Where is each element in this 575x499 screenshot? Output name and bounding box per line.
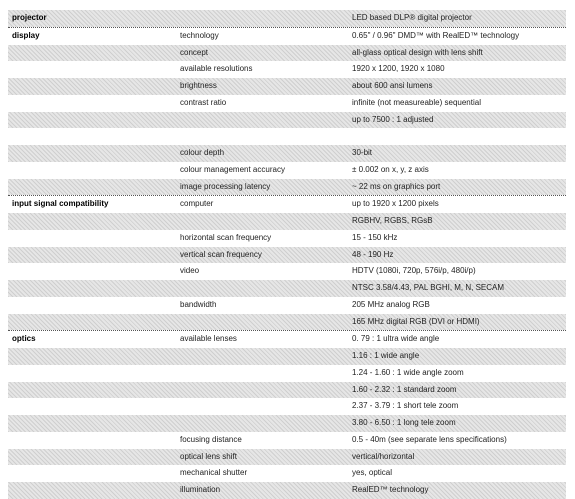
property-label: technology (180, 30, 219, 40)
spec-row (8, 145, 566, 162)
property-value: 0.65" / 0.96" DMD™ with RealED™ technology (352, 30, 520, 40)
spec-row (8, 230, 566, 247)
property-value: 205 MHz analog RGB (352, 299, 430, 309)
spec-row (8, 330, 566, 348)
property-value: 165 MHz digital RGB (DVI or HDMI) (352, 316, 480, 326)
spec-row (8, 398, 566, 415)
spec-row (8, 112, 566, 129)
property-value: HDTV (1080i, 720p, 576i/p, 480i/p) (352, 266, 476, 276)
property-value: 3.80 - 6.50 : 1 long tele zoom (352, 418, 456, 427)
property-value: about 600 ansi lumens (352, 81, 433, 90)
spec-row (8, 432, 566, 449)
property-value: 0. 79 : 1 ultra wide angle (352, 334, 440, 344)
spec-row (8, 348, 566, 365)
spec-table (8, 10, 566, 499)
property-value: 1.60 - 2.32 : 1 standard zoom (352, 384, 457, 394)
spec-row (8, 314, 566, 331)
spec-row (8, 365, 566, 382)
property-label: video (180, 266, 200, 276)
property-value: yes, optical (352, 468, 393, 478)
property-value: 1.24 - 1.60 : 1 wide angle zoom (352, 367, 464, 377)
spec-row (8, 61, 566, 78)
property-value: 1920 x 1200, 1920 x 1080 (352, 64, 445, 74)
property-value: all-glass optical design with lens shift (352, 47, 483, 57)
property-value: vertical/horizontal (352, 451, 415, 461)
property-label: bandwidth (180, 299, 217, 309)
spec-row (8, 280, 566, 297)
property-value: RealED™ technology (352, 485, 429, 494)
spec-row (8, 465, 566, 482)
property-label: available resolutions (180, 64, 253, 74)
spec-row (8, 297, 566, 314)
property-value: 48 - 190 Hz (352, 249, 394, 259)
spec-row (8, 95, 566, 112)
property-value: 30-bit (352, 148, 373, 157)
property-value: 0.5 - 40m (see separate lens specifications) (352, 434, 507, 444)
spec-row (8, 45, 566, 62)
property-value: ~ 22 ms on graphics port (352, 181, 441, 191)
property-label: optical lens shift (180, 451, 237, 461)
spec-row (8, 213, 566, 230)
spec-row (8, 179, 566, 196)
spec-row (8, 415, 566, 432)
spec-row (8, 195, 566, 213)
spec-row (8, 78, 566, 95)
property-label: horizontal scan frequency (180, 232, 272, 242)
property-value: up to 1920 x 1200 pixels (352, 199, 439, 209)
property-label: mechanical shutter (180, 468, 248, 478)
section-heading: display (12, 30, 40, 40)
property-label: focusing distance (180, 434, 242, 444)
property-label: colour management accuracy (180, 164, 285, 174)
spec-row (8, 382, 566, 399)
property-label: computer (180, 199, 214, 209)
spec-row (8, 162, 566, 179)
property-value: LED based DLP® digital projector (352, 13, 472, 22)
property-value: RGBHV, RGBS, RGsB (352, 216, 433, 225)
property-label: contrast ratio (180, 97, 227, 107)
spec-row (8, 449, 566, 466)
section-heading: projector (12, 13, 47, 22)
property-value: infinite (not measureable) sequential (352, 97, 481, 107)
spec-row (8, 128, 566, 145)
property-label: concept (180, 47, 209, 57)
property-label: available lenses (180, 334, 237, 344)
spec-row (8, 27, 566, 45)
property-value: ± 0.002 on x, y, z axis (352, 164, 429, 174)
property-label: vertical scan frequency (180, 249, 262, 259)
property-value: 1.16 : 1 wide angle (352, 351, 420, 360)
spec-row (8, 10, 566, 27)
property-label: image processing latency (180, 181, 271, 191)
property-label: illumination (180, 485, 221, 494)
property-value: NTSC 3.58/4.43, PAL BGHI, M, N, SECAM (352, 283, 505, 292)
spec-row (8, 482, 566, 499)
property-value: up to 7500 : 1 adjusted (352, 114, 434, 124)
section-heading: input signal compatibility (12, 199, 109, 209)
property-label: brightness (180, 81, 217, 90)
property-label: colour depth (180, 148, 225, 157)
spec-row (8, 263, 566, 280)
property-value: 15 - 150 kHz (352, 232, 398, 242)
property-value: 2.37 - 3.79 : 1 short tele zoom (352, 401, 459, 411)
spec-row (8, 247, 566, 264)
section-heading: optics (12, 334, 36, 344)
